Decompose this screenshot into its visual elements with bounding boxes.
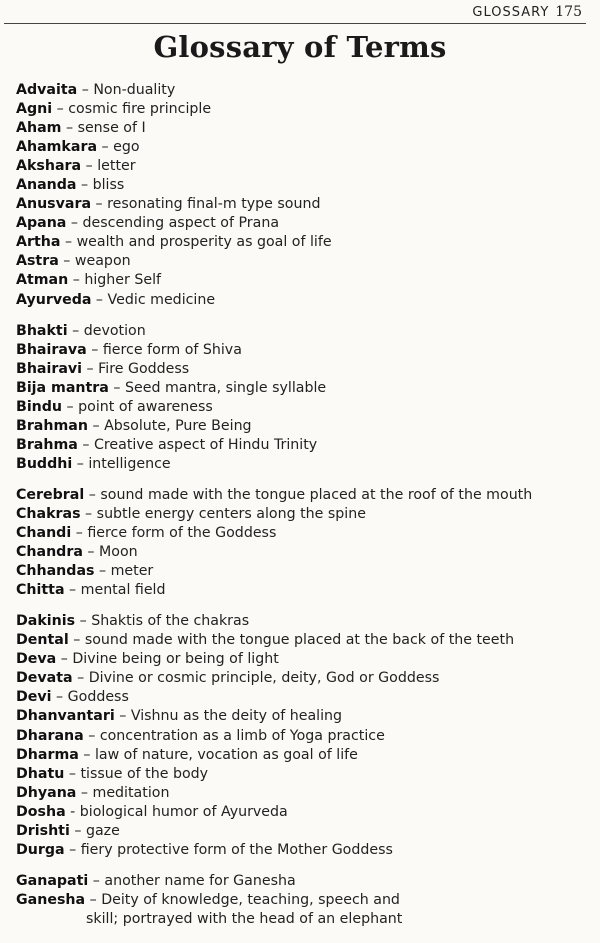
- glossary-entry: [16, 707, 592, 726]
- glossary-term: Agni: [16, 101, 53, 118]
- glossary-entry: [16, 436, 592, 455]
- glossary-entry: [16, 841, 592, 860]
- glossary-term: Drishti: [16, 822, 70, 839]
- glossary-definition: sound made with the tongue placed at the back of the teeth: [84, 632, 515, 649]
- glossary-entry: [16, 562, 592, 581]
- glossary-entry: [16, 233, 592, 252]
- glossary-entry: [16, 524, 592, 543]
- glossary-definition: meter: [110, 563, 154, 580]
- glossary-entry: [16, 650, 592, 669]
- term-separator: –: [86, 341, 103, 358]
- page-number: 175: [555, 4, 582, 20]
- glossary-term: Chhandas: [16, 563, 95, 580]
- glossary-definition: descending aspect of Prana: [82, 215, 280, 232]
- glossary-term: Bija mantra: [16, 379, 109, 396]
- glossary-definition: Absolute, Pure Being: [104, 417, 252, 434]
- glossary-definition: another name for Ganesha: [104, 872, 296, 889]
- glossary-term: Ganesha: [16, 891, 86, 908]
- glossary-entry: [16, 291, 592, 310]
- glossary-entry: [16, 727, 592, 746]
- glossary-entry: [16, 891, 592, 929]
- term-separator: –: [62, 398, 79, 415]
- glossary-definition: Divine or cosmic principle, deity, God or Goddess: [88, 670, 440, 687]
- term-separator: –: [52, 101, 69, 118]
- glossary-term: Chandra: [16, 544, 83, 561]
- glossary-term: Chitta: [16, 582, 65, 599]
- glossary-entry: [16, 746, 592, 765]
- glossary-definition: higher Self: [84, 272, 162, 289]
- term-separator: –: [91, 196, 108, 213]
- glossary-definition: Creative aspect of Hindu Trinity: [93, 436, 318, 453]
- glossary-term: Buddhi: [16, 455, 73, 472]
- glossary-entry: [16, 379, 592, 398]
- glossary-term: Dakinis: [16, 613, 76, 630]
- glossary-definition: law of nature, vocation as goal of life: [94, 746, 358, 763]
- glossary-definition: fierce form of the Goddess: [87, 525, 277, 542]
- glossary-entry: [16, 784, 592, 803]
- term-separator: –: [76, 784, 93, 801]
- term-separator: –: [61, 120, 78, 137]
- glossary-term: Dhyana: [16, 784, 77, 801]
- glossary-term: Aham: [16, 120, 62, 137]
- running-head: [472, 4, 582, 20]
- glossary-entry: [16, 612, 592, 631]
- term-separator: –: [72, 455, 89, 472]
- glossary-term: Bhairava: [16, 341, 87, 358]
- term-separator: –: [77, 82, 94, 98]
- term-separator: –: [69, 822, 86, 839]
- glossary-entry: [16, 138, 592, 157]
- running-head-section: GLOSSARY: [472, 5, 550, 20]
- term-separator: –: [76, 177, 93, 194]
- glossary-group: [16, 612, 592, 860]
- glossary-definition: weapon: [74, 253, 131, 270]
- glossary-definition: Deity of knowledge, teaching, speech and: [101, 891, 400, 908]
- glossary-definition: Shaktis of the chakras: [91, 613, 250, 630]
- glossary-entry: [16, 398, 592, 417]
- glossary-term: Anusvara: [16, 196, 92, 213]
- term-separator: –: [58, 253, 75, 270]
- glossary-entry: [16, 669, 592, 688]
- glossary-group: [16, 872, 592, 929]
- glossary-term: Dharana: [16, 727, 84, 744]
- glossary-definition: subtle energy centers along the spine: [96, 505, 366, 522]
- page-title: Glossary of Terms: [153, 30, 447, 64]
- glossary-term: Devata: [16, 670, 73, 687]
- glossary-group: [16, 322, 592, 474]
- glossary-term: Ganapati: [16, 872, 89, 889]
- term-separator: –: [71, 525, 88, 542]
- term-separator: –: [72, 670, 89, 687]
- term-separator: –: [91, 291, 108, 308]
- glossary-definition: Moon: [99, 544, 138, 561]
- glossary-definition: cosmic fire principle: [68, 101, 212, 118]
- term-separator: –: [68, 272, 85, 289]
- term-separator: –: [85, 891, 102, 908]
- glossary-group: [16, 486, 592, 600]
- glossary-term: Brahma: [16, 436, 78, 453]
- glossary-entry: [16, 322, 592, 341]
- glossary-definition: Fire Goddess: [98, 360, 190, 377]
- glossary-term: Dental: [16, 632, 69, 649]
- glossary-entry: [16, 688, 592, 707]
- term-separator: –: [77, 436, 94, 453]
- glossary-term: Apana: [16, 215, 67, 232]
- glossary-entry: [16, 100, 592, 119]
- term-separator: –: [114, 708, 131, 725]
- glossary-term: Dhatu: [16, 765, 65, 782]
- glossary-term: Bhakti: [16, 322, 68, 339]
- glossary-entry: [16, 271, 592, 290]
- term-separator: –: [97, 139, 114, 156]
- glossary-definition: ego: [113, 139, 140, 156]
- glossary-term: Brahman: [16, 417, 88, 434]
- glossary-definition: Non-duality: [93, 82, 176, 98]
- term-separator: –: [68, 632, 85, 649]
- term-separator: –: [84, 486, 101, 503]
- term-separator: –: [64, 765, 81, 782]
- term-separator: –: [108, 379, 125, 396]
- glossary-entry: [16, 341, 592, 360]
- glossary-term: Devi: [16, 689, 52, 706]
- glossary-term: Bindu: [16, 398, 63, 415]
- glossary-entry: [16, 631, 592, 650]
- glossary-entry: [16, 195, 592, 214]
- glossary-term: Cerebral: [16, 486, 85, 503]
- header-rule: [4, 23, 586, 24]
- term-separator: –: [94, 563, 111, 580]
- glossary-definition: tissue of the body: [80, 765, 209, 782]
- glossary-entry: [16, 455, 592, 474]
- glossary-entry: [16, 157, 592, 176]
- glossary-definition: sense of I: [77, 120, 146, 137]
- glossary-definition: fiery protective form of the Mother Goddess: [80, 841, 393, 858]
- glossary-definition: Vishnu as the deity of healing: [130, 708, 343, 725]
- glossary-entry: [16, 176, 592, 195]
- glossary-term: Bhairavi: [16, 360, 83, 377]
- glossary-term: Deva: [16, 651, 57, 668]
- glossary-entry: [16, 252, 592, 271]
- glossary-entry: [16, 417, 592, 436]
- glossary-term: Ananda: [16, 177, 77, 194]
- term-separator: –: [66, 215, 83, 232]
- glossary-term: Chakras: [16, 505, 81, 522]
- glossary-definition: sound made with the tongue placed at the roof of the mouth: [100, 486, 533, 503]
- term-separator: –: [60, 234, 77, 251]
- glossary-term: Dosha: [16, 803, 66, 820]
- glossary-term: Durga: [16, 841, 65, 858]
- glossary-entry: [16, 81, 592, 100]
- glossary-definition: Goddess: [67, 689, 129, 706]
- term-separator: –: [56, 651, 73, 668]
- glossary-term: Ayurveda: [16, 291, 92, 308]
- term-separator: –: [64, 841, 81, 858]
- glossary-entry: [16, 543, 592, 562]
- glossary-entry: [16, 214, 592, 233]
- term-separator: –: [51, 689, 68, 706]
- glossary-term: Advaita: [16, 82, 78, 98]
- term-separator: –: [82, 360, 99, 377]
- glossary-entry: [16, 765, 592, 784]
- glossary-definition: wealth and prosperity as goal of life: [76, 234, 332, 251]
- glossary-definition: Seed mantra, single syllable: [125, 379, 327, 396]
- glossary-term: Akshara: [16, 158, 82, 175]
- glossary-definition: mental field: [80, 582, 166, 599]
- term-separator: –: [82, 544, 100, 561]
- glossary-term: Chandi: [16, 525, 72, 542]
- glossary-term: Dharma: [16, 746, 79, 763]
- glossary-list: [16, 81, 592, 941]
- glossary-definition: Vedic medicine: [107, 291, 216, 308]
- term-separator: –: [83, 727, 100, 744]
- glossary-definition: point of awareness: [78, 398, 213, 415]
- term-separator: –: [87, 417, 105, 434]
- glossary-entry: [16, 486, 592, 505]
- glossary-entry: [16, 822, 592, 841]
- glossary-definition: meditation: [92, 784, 170, 801]
- glossary-term: Ahamkara: [16, 139, 98, 156]
- glossary-term: Artha: [16, 234, 61, 251]
- glossary-group: [16, 81, 592, 310]
- glossary-definition: concentration as a limb of Yoga practice: [99, 727, 385, 744]
- term-separator: –: [78, 746, 95, 763]
- glossary-term: Atman: [16, 272, 69, 289]
- glossary-definition: gaze: [85, 822, 120, 839]
- glossary-term: Dhanvantari: [16, 708, 115, 725]
- glossary-definition: biological humor of Ayurveda: [79, 803, 288, 820]
- term-separator: -: [65, 803, 80, 820]
- glossary-entry: [16, 360, 592, 379]
- glossary-definition: devotion: [83, 322, 146, 339]
- glossary-definition: letter: [97, 158, 136, 175]
- glossary-definition: intelligence: [88, 455, 171, 472]
- glossary-definition: Divine being or being of light: [72, 651, 279, 668]
- term-separator: –: [81, 158, 98, 175]
- glossary-definition: bliss: [92, 177, 125, 194]
- glossary-entry: [16, 119, 592, 138]
- glossary-entry: [16, 581, 592, 600]
- term-separator: –: [88, 872, 105, 889]
- term-separator: –: [80, 505, 97, 522]
- glossary-term: Astra: [16, 253, 59, 270]
- glossary-definition: fierce form of Shiva: [102, 341, 242, 358]
- glossary-definition-continued: skill; portrayed with the head of an elephant: [86, 910, 403, 927]
- glossary-entry: [16, 803, 592, 822]
- glossary-entry: [16, 505, 592, 524]
- term-separator: –: [67, 322, 84, 339]
- glossary-definition: resonating final-m type sound: [107, 196, 321, 213]
- term-separator: –: [75, 613, 92, 630]
- glossary-entry: [16, 872, 592, 891]
- term-separator: –: [64, 582, 81, 599]
